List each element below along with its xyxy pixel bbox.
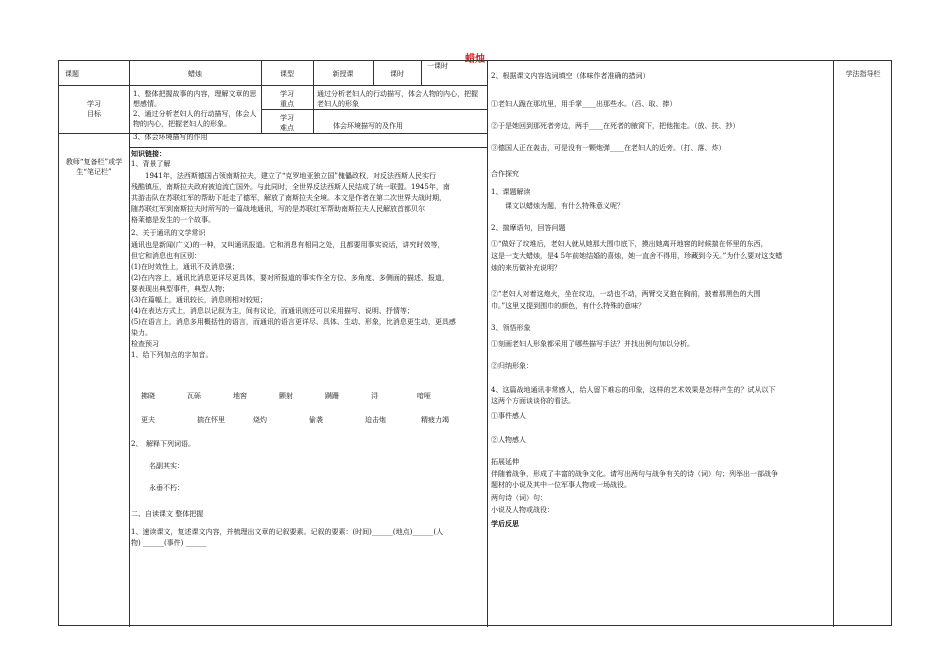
pinyin-word: 揣在怀里 xyxy=(197,416,225,424)
right-line-19: ②人物感人 xyxy=(491,436,526,444)
pinyin-word: 精疲力竭 xyxy=(421,416,449,424)
left-line-9: 但它和消息也有区别： xyxy=(131,252,201,260)
right-line-1: ①老妇人跪在那坑里，用手掌____出那些水。（舀、取、捧） xyxy=(491,100,677,108)
right-line-15: ②归纳形象： xyxy=(491,362,533,370)
sidebar-note: 教师“复备栏”或学生“笔记栏” xyxy=(65,158,123,176)
focus-label: 学习 重点 xyxy=(280,90,294,108)
right-line-0: 2、根据课文内容选词填空（体味作者准确的措词） xyxy=(491,72,650,80)
right-line-4: 合作探究 xyxy=(491,170,519,178)
pinyin-word: 偷袭 xyxy=(309,416,323,424)
left-line-18: 1、给下列加点的字加音。 xyxy=(131,351,213,359)
right-line-20: 拓展延伸 xyxy=(491,458,519,466)
right-line-21: 伴随着战争，形成了丰富的战争文化。请写出两句与战争有关的诗（词）句；列举出一部战争 xyxy=(491,470,778,478)
left-line-4: 共游击队在苏联红军的帮助下赶走了德军，解放了南斯拉夫全境。本文是作者在第二次世界大战时期， xyxy=(131,194,446,202)
left-line-13: (3)在篇幅上，通讯较长，消息则相对较短； xyxy=(131,296,267,304)
topic-value: 蜡烛 xyxy=(188,70,202,78)
right-line-8: ①“做好了坟堆后，老妇人就从她那大围巾底下，摸出她离开地窖的时候揣在怀里的东西， xyxy=(491,240,768,248)
right-line-12: 巾。”这里又提到围巾的颜色，有什么特殊的意味？ xyxy=(491,302,646,310)
q3-heading: 二、自读课文 整体把握 xyxy=(131,510,204,518)
right-line-2: ②于是她回到那死者旁边，两手____在死者的腋窝下，把他拖走。（放、扶、抄） xyxy=(491,122,740,130)
right-line-22: 题材的小说及其中一位军事人物或一场战役。 xyxy=(491,481,631,489)
type-value: 新授课 xyxy=(332,70,354,78)
right-line-5: 1、课题解读 xyxy=(491,188,531,196)
right-line-17: 这两个方面谈谈你的看法。 xyxy=(491,397,575,405)
right-line-13: 3、领悟形象 xyxy=(491,324,531,332)
left-line-7: 2、关于通讯的文学常识 xyxy=(131,229,206,237)
left-line-15: (5)在语言上，消息多用概括性的语言，而通讯的语言更详尽、具体、生动、形象，比消息更生动，更具感 xyxy=(131,318,456,326)
left-line-16: 染力。 xyxy=(131,329,152,337)
hours-value: 一课时 xyxy=(427,62,448,70)
right-line-23: 两句诗（词）句： xyxy=(491,494,547,502)
right-line-3: ③德国人正在轰击，可是没有一颗炮弹____在老妇人的近旁。（打、落、炸） xyxy=(491,144,726,152)
left-line-12: 要表现出典型事件，典型人物； xyxy=(131,285,229,293)
right-line-7: 2、揣摩语句，回答问题 xyxy=(491,224,566,232)
left-line-6: 格莱德是发生的一个故事。 xyxy=(131,216,215,224)
hours-label: 课时 xyxy=(390,70,404,78)
right-line-24: 小说及人物或战役： xyxy=(491,506,554,514)
left-line-11: (2)在内容上，通讯比消息更详尽更具体，要对所报道的事实作全方位、多角度、多侧面的描述、报道， xyxy=(131,274,449,282)
pinyin-word: 喑哑 xyxy=(417,392,431,400)
right-line-6: 课文以蜡烛为题，有什么特殊意义呢？ xyxy=(491,202,624,210)
goals-item-1: 1、整体把握故事的内容，理解文章的思想感情。 xyxy=(133,90,257,108)
pinyin-word: 拂晓 xyxy=(141,392,155,400)
topic-label: 课题 xyxy=(65,70,79,78)
left-line-1: 1、背景了解 xyxy=(131,160,171,168)
goals-item-2: 2、通过分析老妇人的行动描写，体会人物的内心，把握老妇人的形象。 xyxy=(133,110,257,128)
left-line-0: 知识链接： xyxy=(131,149,166,158)
pinyin-word: 蹒跚 xyxy=(325,392,339,400)
pinyin-word: 颤射 xyxy=(279,392,293,400)
pinyin-word: 迫击炮 xyxy=(365,416,386,424)
left-line-3: 残酷镇压，南斯拉夫政府被迫流亡国外。与此同时，全世界反法西斯人民结成了统一联盟。1945年，南 xyxy=(131,183,450,191)
word-2: 永垂不朽： xyxy=(149,484,184,492)
pinyin-word: 更夫 xyxy=(141,416,155,424)
goals-item-3: 3、体会环境描写的作用 xyxy=(133,133,208,141)
difficulty-text: 体会环境描写的及作用 xyxy=(333,122,403,130)
left-line-17: 检查预习 xyxy=(131,340,159,348)
pinyin-word: 瓦砾 xyxy=(187,392,201,400)
left-line-14: (4)在表达方式上，消息以记叙为主，间有议论，而通讯则还可以采用描写、说明、抒情等； xyxy=(131,307,414,315)
left-line-5: 随苏联红军到南斯拉夫时所写的一篇战地通讯，写的是苏联红军帮助南斯拉夫人民解放首都贝尔 xyxy=(131,205,425,213)
focus-text: 通过分析老妇人的行动描写，体会人物的内心，把握老妇人的形象 xyxy=(317,90,478,108)
lesson-table xyxy=(58,60,892,626)
right-line-14: ①刻画老妇人形象都采用了哪些描写手法？并找出例句加以分析。 xyxy=(491,340,694,348)
right-line-10: 烛的来历做补充说明？ xyxy=(491,264,561,272)
page-title: 蜡烛 xyxy=(465,54,485,65)
right-line-25: 学后反思 xyxy=(491,519,519,528)
pinyin-word: 地窖 xyxy=(233,392,247,400)
pinyin-word: 浔 xyxy=(371,392,378,400)
right-line-18: ①事件感人 xyxy=(491,412,526,420)
q3-line-a: 1、速读课文，复述课文内容，并梳理出文章的记叙要素。记叙的要素：(时间)______(地点)______(人 xyxy=(131,528,444,536)
q2-heading: 2、 解释下列词语。 xyxy=(131,440,195,448)
word-1: 名副其实： xyxy=(149,462,184,470)
type-label: 课型 xyxy=(280,70,294,78)
q3-line-b: 物) ______(事件) ______ xyxy=(131,539,207,547)
right-line-9: 这是一支大蜡烛，是4 5年前她结婚的喜烛，她一直舍不得用，珍藏到今天。”为什么要对这支蜡 xyxy=(491,252,783,260)
difficulty-label: 学习 难点 xyxy=(280,114,294,132)
right-line-16: 4、这篇战地通讯非常感人，给人留下难忘的印象，这样的艺术效果是怎样产生的？试从以下 xyxy=(491,386,776,394)
right-line-11: ②“老妇人对着这炮火，坐在坟边，一动也不动，两臂交叉抱在胸前，披着那黑色的大围 xyxy=(491,290,761,298)
left-line-8: 通讯也是新闻(广义)的一种，又叫通讯报道。它和消息有相同之处，且都要用事实说话，讲究时效等， xyxy=(131,241,445,249)
left-line-10: (1)在时效性上，通讯不及消息强； xyxy=(131,263,239,271)
goals-label: 学习 目标 xyxy=(87,100,101,118)
pinyin-word: 烧灼 xyxy=(253,416,267,424)
study-guide-label: 学法指导栏 xyxy=(845,70,881,78)
left-line-2: 1941年，法西斯德国占领南斯拉夫，建立了“克罗地亚独立国”傀儡政权，对反法西斯人民实行 xyxy=(131,172,436,180)
